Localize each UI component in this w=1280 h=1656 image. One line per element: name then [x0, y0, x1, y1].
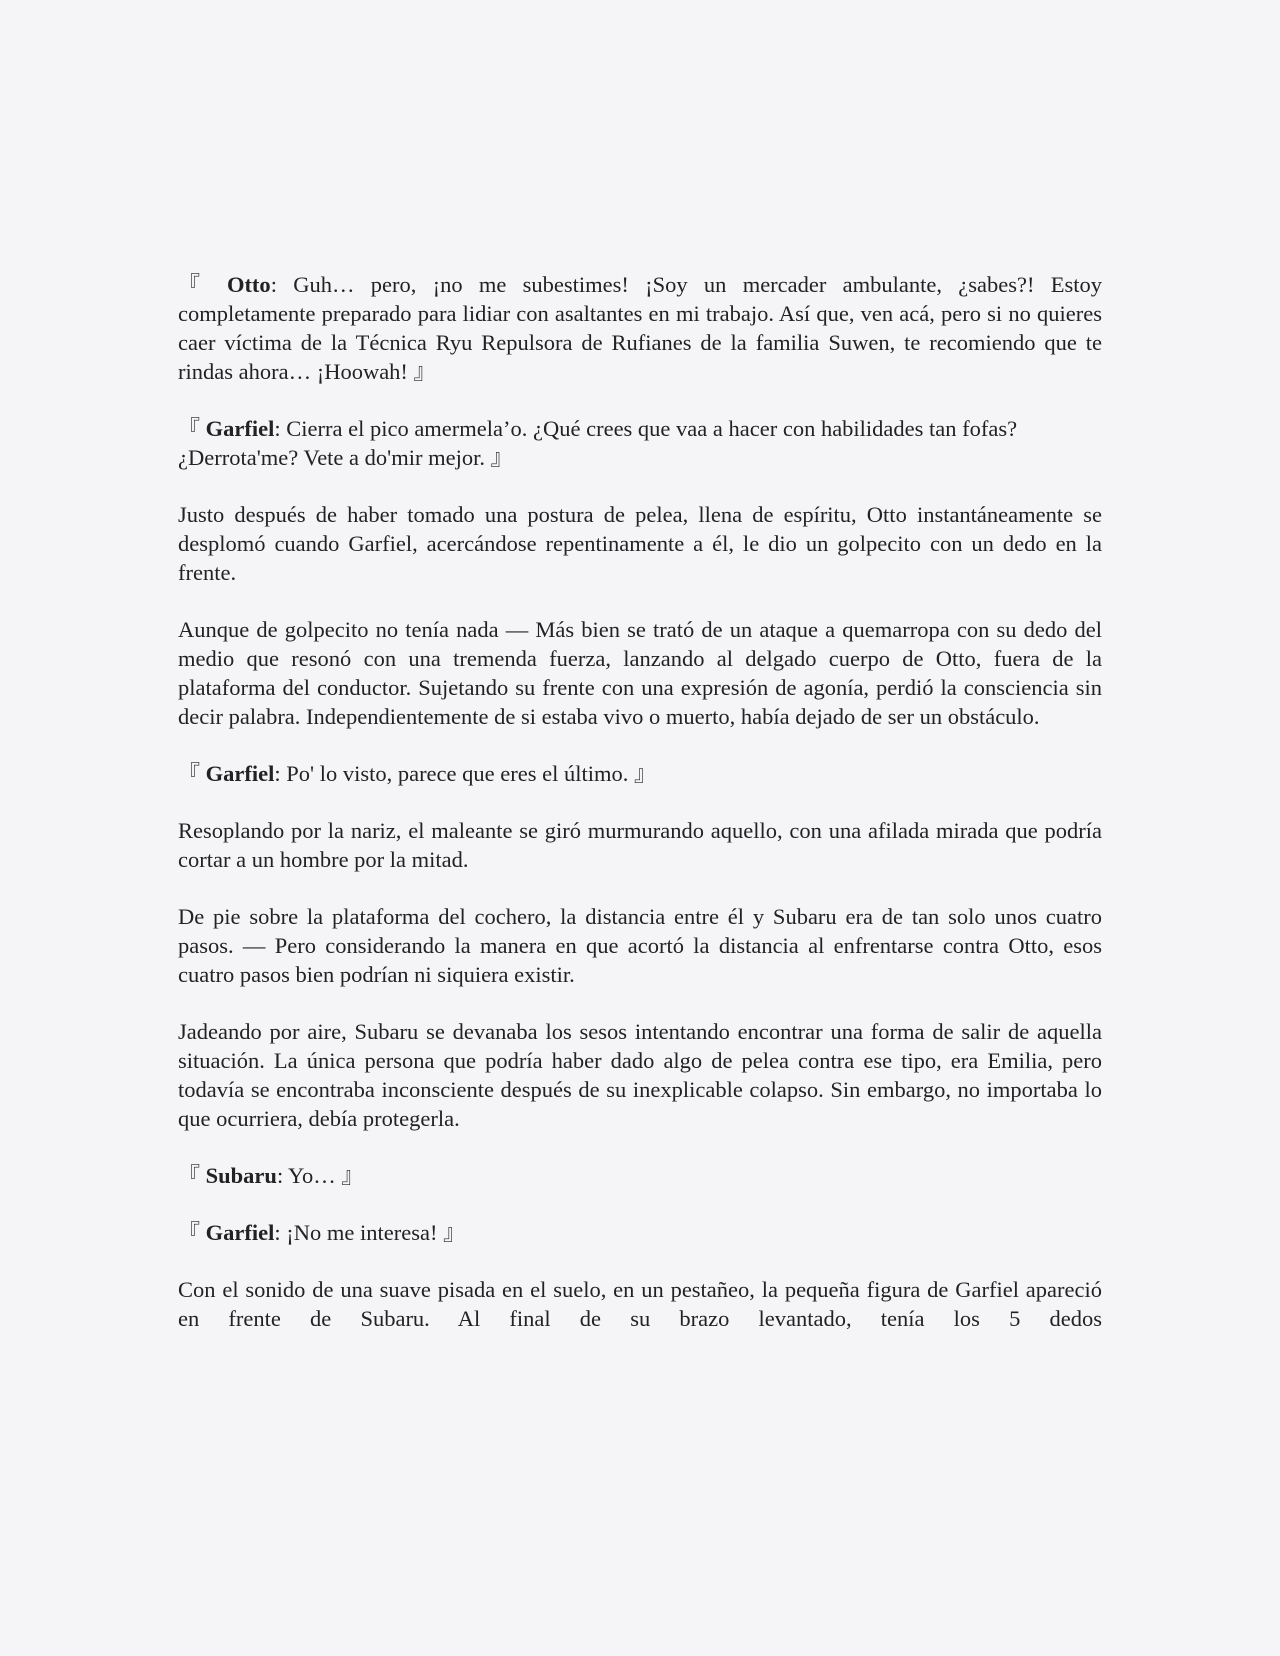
quote-open-mark: 『 [178, 272, 211, 297]
narration-paragraph: Jadeando por aire, Subaru se devanaba los sesos intentando encontrar una forma de salir de aquella situación. La única persona que podría haber dado algo de pelea contra ese tipo, era Emilia, pero todavía se encontraba inconsciente después de su inexplicable colapso. Sin embargo, no importaba lo que ocurriera, debía protegerla. [178, 1019, 1102, 1131]
quote-close-mark: 』 [490, 445, 513, 470]
dialogue-paragraph [178, 759, 1102, 788]
dialogue-text: : ¡No me interesa! [274, 1220, 444, 1245]
narration-paragraph: De pie sobre la plataforma del cochero, la distancia entre él y Subaru era de tan solo unos cuatro pasos. — Pero considerando la manera en que acortó la distancia al enfrentarse contra Otto, esos cuatro pasos bien podrían ni siquiera existir. [178, 904, 1102, 987]
dialogue-paragraph [178, 1218, 1102, 1247]
dialogue-paragraph [178, 270, 1102, 386]
dialogue-text: : Yo… [276, 1163, 342, 1188]
quote-open-mark: 『 [178, 761, 201, 786]
quote-open-mark: 『 [178, 1163, 201, 1188]
dialogue-paragraph [178, 414, 1102, 472]
narration-paragraph: Aunque de golpecito no tenía nada — Más bien se trató de un ataque a quemarropa con su dedo del medio que resonó con una tremenda fuerza, lanzando al delgado cuerpo de Otto, fuera de la plataforma del conductor. Sujetando su frente con una expresión de agonía, perdió la consciencia sin decir palabra. Independientemente de si estaba vivo o muerto, había dejado de ser un obstáculo. [178, 617, 1102, 729]
speaker-name: Garfiel [205, 416, 275, 441]
quote-close-mark: 』 [633, 761, 656, 786]
quote-open-mark: 『 [178, 416, 201, 441]
quote-close-mark: 』 [413, 359, 436, 384]
quote-close-mark: 』 [341, 1163, 364, 1188]
document-page [178, 270, 1102, 1361]
dialogue-text: : Cierra el pico amermela’o. ¿Qué crees que vaa a hacer con habilidades tan fofas? ¿Derrota'me? Vete a do'mir mejor. [178, 416, 1018, 470]
narration-paragraph: Con el sonido de una suave pisada en el suelo, en un pestañeo, la pequeña figura de Garfiel apareció en frente de Subaru. Al final de su brazo levantado, tenía los 5 dedos [178, 1277, 1102, 1331]
narration-paragraph: Resoplando por la nariz, el maleante se giró murmurando aquello, con una afilada mirada que podría cortar a un hombre por la mitad. [178, 818, 1102, 872]
dialogue-text: : Po' lo visto, parece que eres el último. [274, 761, 634, 786]
dialogue-paragraph [178, 1161, 1102, 1190]
speaker-name: Subaru [205, 1163, 277, 1188]
quote-open-mark: 『 [178, 1220, 201, 1245]
speaker-name: Garfiel [205, 761, 275, 786]
dialogue-text: : Guh… pero, ¡no me subestimes! ¡Soy un mercader ambulante, ¿sabes?! Estoy completamente preparado para lidiar con asaltantes en mi trabajo. Así que, ven acá, pero si no quieres caer víctima de la Técnica Ryu Repulsora de Rufianes de la familia Suwen, te recomiendo que te rindas ahora… ¡Hoowah! [178, 272, 1102, 384]
narration-paragraph: Justo después de haber tomado una postura de pelea, llena de espíritu, Otto instantáneamente se desplomó cuando Garfiel, acercándose repentinamente a él, le dio un golpecito con un dedo en la frente. [178, 502, 1102, 585]
speaker-name: Otto [226, 272, 271, 297]
quote-close-mark: 』 [443, 1220, 466, 1245]
speaker-name: Garfiel [205, 1220, 275, 1245]
